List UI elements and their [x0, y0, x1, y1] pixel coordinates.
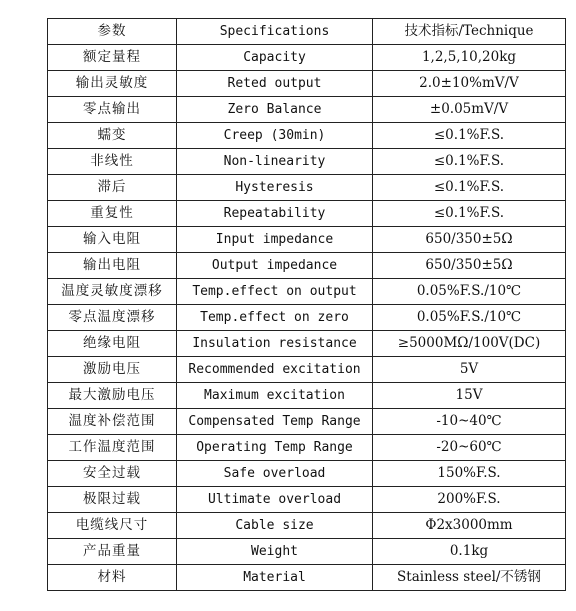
spec-cell: Zero Balance	[177, 97, 373, 123]
param-cell: 输入电阻	[48, 227, 177, 253]
spec-cell: Maximum excitation	[177, 383, 373, 409]
tech-cell: 1,2,5,10,20kg	[373, 45, 566, 71]
spec-cell: Safe overload	[177, 461, 373, 487]
spec-cell: Capacity	[177, 45, 373, 71]
spec-cell: Temp.effect on output	[177, 279, 373, 305]
spec-cell: Insulation resistance	[177, 331, 373, 357]
tech-cell: 15V	[373, 383, 566, 409]
table-row	[48, 227, 566, 253]
table-row	[48, 201, 566, 227]
table-row	[48, 461, 566, 487]
tech-cell: 0.05%F.S./10℃	[373, 305, 566, 331]
tech-cell: ≤0.1%F.S.	[373, 201, 566, 227]
param-cell: 滞后	[48, 175, 177, 201]
spec-cell: Recommended excitation	[177, 357, 373, 383]
spec-cell: Output impedance	[177, 253, 373, 279]
table-row	[48, 487, 566, 513]
spec-cell: Material	[177, 565, 373, 591]
table-row	[48, 331, 566, 357]
table-row	[48, 565, 566, 591]
tech-cell: Φ2x3000mm	[373, 513, 566, 539]
param-cell: 输出灵敏度	[48, 71, 177, 97]
table-row	[48, 123, 566, 149]
tech-cell: 650/350±5Ω	[373, 227, 566, 253]
table-row	[48, 149, 566, 175]
param-cell: 绝缘电阻	[48, 331, 177, 357]
table-row	[48, 409, 566, 435]
table-row	[48, 513, 566, 539]
tech-cell: Stainless steel/不锈钢	[373, 565, 566, 591]
table-header-row	[48, 19, 566, 45]
spec-cell: Temp.effect on zero	[177, 305, 373, 331]
param-cell: 温度补偿范围	[48, 409, 177, 435]
spec-cell: Ultimate overload	[177, 487, 373, 513]
specification-table	[47, 18, 566, 591]
spec-cell: Repeatability	[177, 201, 373, 227]
table-row	[48, 435, 566, 461]
tech-cell: 2.0±10%mV/V	[373, 71, 566, 97]
table-row	[48, 97, 566, 123]
spec-cell: Creep (30min)	[177, 123, 373, 149]
table-row	[48, 305, 566, 331]
table-row	[48, 383, 566, 409]
param-cell: 重复性	[48, 201, 177, 227]
tech-cell: 200%F.S.	[373, 487, 566, 513]
table-row	[48, 45, 566, 71]
tech-cell: 0.1kg	[373, 539, 566, 565]
table-row	[48, 279, 566, 305]
spec-cell: Hysteresis	[177, 175, 373, 201]
tech-cell: -10~40℃	[373, 409, 566, 435]
spec-cell: Non-linearity	[177, 149, 373, 175]
param-cell: 非线性	[48, 149, 177, 175]
param-cell: 工作温度范围	[48, 435, 177, 461]
table-row	[48, 175, 566, 201]
header-param: 参数	[48, 19, 177, 45]
param-cell: 材料	[48, 565, 177, 591]
table-row	[48, 71, 566, 97]
table-row	[48, 357, 566, 383]
table-row	[48, 539, 566, 565]
spec-cell: Reted output	[177, 71, 373, 97]
tech-cell: ≥5000MΩ/100V(DC)	[373, 331, 566, 357]
header-spec: Specifications	[177, 19, 373, 45]
tech-cell: 650/350±5Ω	[373, 253, 566, 279]
tech-cell: ±0.05mV/V	[373, 97, 566, 123]
param-cell: 电缆线尺寸	[48, 513, 177, 539]
param-cell: 产品重量	[48, 539, 177, 565]
param-cell: 激励电压	[48, 357, 177, 383]
param-cell: 输出电阻	[48, 253, 177, 279]
table-row	[48, 253, 566, 279]
param-cell: 零点输出	[48, 97, 177, 123]
param-cell: 极限过载	[48, 487, 177, 513]
spec-cell: Operating Temp Range	[177, 435, 373, 461]
spec-cell: Cable size	[177, 513, 373, 539]
spec-cell: Input impedance	[177, 227, 373, 253]
param-cell: 温度灵敏度漂移	[48, 279, 177, 305]
tech-cell: -20~60℃	[373, 435, 566, 461]
param-cell: 蠕变	[48, 123, 177, 149]
specification-table-body	[48, 19, 566, 591]
param-cell: 零点温度漂移	[48, 305, 177, 331]
tech-cell: ≤0.1%F.S.	[373, 175, 566, 201]
tech-cell: 0.05%F.S./10℃	[373, 279, 566, 305]
param-cell: 安全过载	[48, 461, 177, 487]
header-tech: 技术指标/Technique	[373, 19, 566, 45]
tech-cell: ≤0.1%F.S.	[373, 123, 566, 149]
tech-cell: 150%F.S.	[373, 461, 566, 487]
param-cell: 最大激励电压	[48, 383, 177, 409]
spec-cell: Compensated Temp Range	[177, 409, 373, 435]
tech-cell: 5V	[373, 357, 566, 383]
param-cell: 额定量程	[48, 45, 177, 71]
tech-cell: ≤0.1%F.S.	[373, 149, 566, 175]
spec-cell: Weight	[177, 539, 373, 565]
